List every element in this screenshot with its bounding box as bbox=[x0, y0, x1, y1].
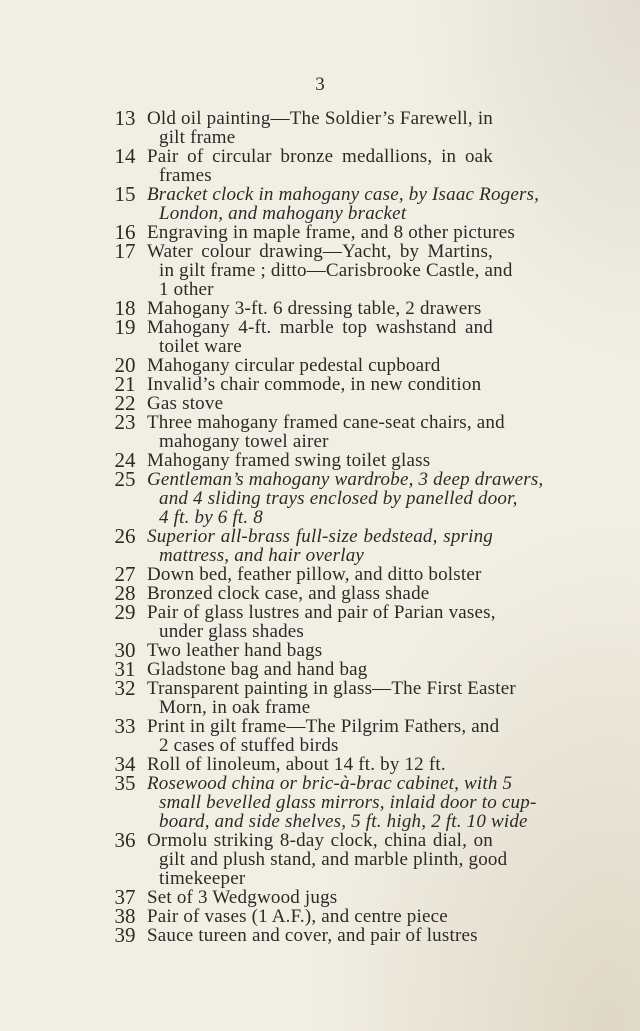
lot-number: 24 bbox=[114, 448, 136, 472]
lot-item bbox=[0, 144, 493, 186]
lot-number: 31 bbox=[114, 657, 136, 681]
lot-number: 25 bbox=[114, 467, 136, 491]
lot-number: 20 bbox=[114, 353, 136, 377]
lot-number: 32 bbox=[114, 676, 136, 700]
lot-item bbox=[0, 600, 496, 642]
lot-description-line: gilt frame bbox=[159, 127, 236, 148]
lot-item bbox=[0, 752, 493, 776]
lot-description-line: Mahogany 4-ft. marble top washstand and bbox=[147, 317, 493, 338]
lot-item bbox=[0, 467, 544, 528]
lot-description-line: Transparent painting in glass—The First Easter bbox=[147, 678, 516, 699]
lot-description-line: London, and mahogany bracket bbox=[159, 203, 407, 224]
lot-item bbox=[0, 771, 537, 832]
lot-description-line: Pair of vases (1 A.F.), and centre piece bbox=[147, 906, 448, 927]
lot-description-line: Gentleman’s mahogany wardrobe, 3 deep drawers, bbox=[147, 469, 544, 490]
lot-description-line: Sauce tureen and cover, and pair of lustres bbox=[147, 925, 478, 946]
lot-item bbox=[0, 353, 493, 377]
lot-description-line: 2 cases of stuffed birds bbox=[159, 735, 339, 756]
lot-number: 33 bbox=[114, 714, 136, 738]
lot-description-line: Invalid’s chair commode, in new condition bbox=[147, 374, 482, 395]
lot-description-line: Superior all-brass full-size bedstead, spring bbox=[147, 526, 493, 547]
lot-description-line: Pair of glass lustres and pair of Parian vases, bbox=[147, 602, 496, 623]
lot-description-line: Old oil painting—The Soldier’s Farewell, in bbox=[147, 108, 493, 129]
lot-number: 16 bbox=[114, 220, 136, 244]
lot-description-line: Set of 3 Wedgwood jugs bbox=[147, 887, 338, 908]
lot-description-line: Ormolu striking 8-day clock, china dial, on bbox=[147, 830, 493, 851]
lot-number: 28 bbox=[114, 581, 136, 605]
lot-description-line: Water colour drawing—Yacht, by Martins, bbox=[147, 241, 493, 262]
lot-description-line: timekeeper bbox=[159, 868, 246, 889]
lot-description-line: Engraving in maple frame, and 8 other pictures bbox=[147, 222, 515, 243]
lot-item bbox=[0, 638, 493, 662]
lot-description-line: gilt and plush stand, and marble plinth, good bbox=[159, 849, 508, 870]
lot-description-line: Roll of linoleum, about 14 ft. by 12 ft. bbox=[147, 754, 446, 775]
lot-item bbox=[0, 220, 515, 244]
lot-number: 38 bbox=[114, 904, 136, 928]
lot-number: 21 bbox=[114, 372, 136, 396]
lot-item bbox=[0, 562, 493, 586]
lot-item bbox=[0, 828, 508, 889]
lot-number: 30 bbox=[114, 638, 136, 662]
lot-description-line: Print in gilt frame—The Pilgrim Fathers, and bbox=[147, 716, 500, 737]
lot-item bbox=[0, 676, 516, 718]
lot-description-line: board, and side shelves, 5 ft. high, 2 ft. 10 wide bbox=[159, 811, 528, 832]
lot-description-line: Down bed, feather pillow, and ditto bolster bbox=[147, 564, 482, 585]
lot-description-line: Rosewood china or bric-à-brac cabinet, with 5 bbox=[147, 773, 513, 794]
lot-number: 23 bbox=[114, 410, 136, 434]
lot-item bbox=[0, 714, 500, 756]
lot-item bbox=[0, 296, 493, 320]
lot-item bbox=[0, 106, 493, 148]
lot-description-line: mattress, and hair overlay bbox=[159, 545, 365, 566]
lot-item bbox=[0, 904, 493, 928]
lot-description-line: in gilt frame ; ditto—Carisbrooke Castle, and bbox=[159, 260, 513, 281]
lot-item bbox=[0, 923, 493, 947]
lot-description-line: small bevelled glass mirrors, inlaid door to cup- bbox=[159, 792, 537, 813]
lot-description-line: Gas stove bbox=[147, 393, 224, 414]
lot-description-line: 1 other bbox=[159, 279, 214, 300]
lot-description-line: and 4 sliding trays enclosed by panelled door, bbox=[159, 488, 518, 509]
lot-number: 19 bbox=[114, 315, 136, 339]
lot-description-line: Two leather hand bags bbox=[147, 640, 323, 661]
lot-item bbox=[0, 239, 513, 300]
lot-list bbox=[0, 106, 640, 947]
lot-number: 17 bbox=[114, 239, 136, 263]
lot-item bbox=[0, 448, 493, 472]
lot-item bbox=[0, 182, 540, 224]
lot-item bbox=[0, 524, 493, 566]
lot-number: 22 bbox=[114, 391, 136, 415]
lot-number: 35 bbox=[114, 771, 136, 795]
lot-description-line: under glass shades bbox=[159, 621, 305, 642]
lot-description-line: Mahogany 3-ft. 6 dressing table, 2 drawers bbox=[147, 298, 482, 319]
lot-description-line: Three mahogany framed cane-seat chairs, and bbox=[147, 412, 505, 433]
lot-number: 39 bbox=[114, 923, 136, 947]
lot-number: 26 bbox=[114, 524, 136, 548]
lot-description-line: frames bbox=[159, 165, 212, 186]
lot-item bbox=[0, 372, 493, 396]
lot-item bbox=[0, 410, 505, 452]
lot-number: 36 bbox=[114, 828, 136, 852]
lot-item bbox=[0, 885, 493, 909]
lot-number: 13 bbox=[114, 106, 136, 130]
lot-number: 18 bbox=[114, 296, 136, 320]
lot-number: 27 bbox=[114, 562, 136, 586]
lot-description-line: Bronzed clock case, and glass shade bbox=[147, 583, 430, 604]
lot-description-line: mahogany towel airer bbox=[159, 431, 329, 452]
lot-description-line: Morn, in oak frame bbox=[159, 697, 311, 718]
lot-number: 14 bbox=[114, 144, 136, 168]
lot-description-line: Pair of circular bronze medallions, in oak bbox=[147, 146, 493, 167]
lot-description-line: Gladstone bag and hand bag bbox=[147, 659, 368, 680]
lot-description-line: Bracket clock in mahogany case, by Isaac Rogers, bbox=[147, 184, 540, 205]
lot-description-line: toilet ware bbox=[159, 336, 242, 357]
lot-number: 37 bbox=[114, 885, 136, 909]
lot-item bbox=[0, 581, 493, 605]
lot-item bbox=[0, 315, 493, 357]
lot-description-line: 4 ft. by 6 ft. 8 bbox=[159, 507, 263, 528]
lot-description-line: Mahogany circular pedestal cupboard bbox=[147, 355, 441, 376]
lot-number: 29 bbox=[114, 600, 136, 624]
lot-description-line: Mahogany framed swing toilet glass bbox=[147, 450, 431, 471]
page-number: 3 bbox=[315, 74, 325, 95]
lot-item bbox=[0, 657, 493, 681]
lot-number: 34 bbox=[114, 752, 136, 776]
lot-number: 15 bbox=[114, 182, 136, 206]
lot-item bbox=[0, 391, 493, 415]
